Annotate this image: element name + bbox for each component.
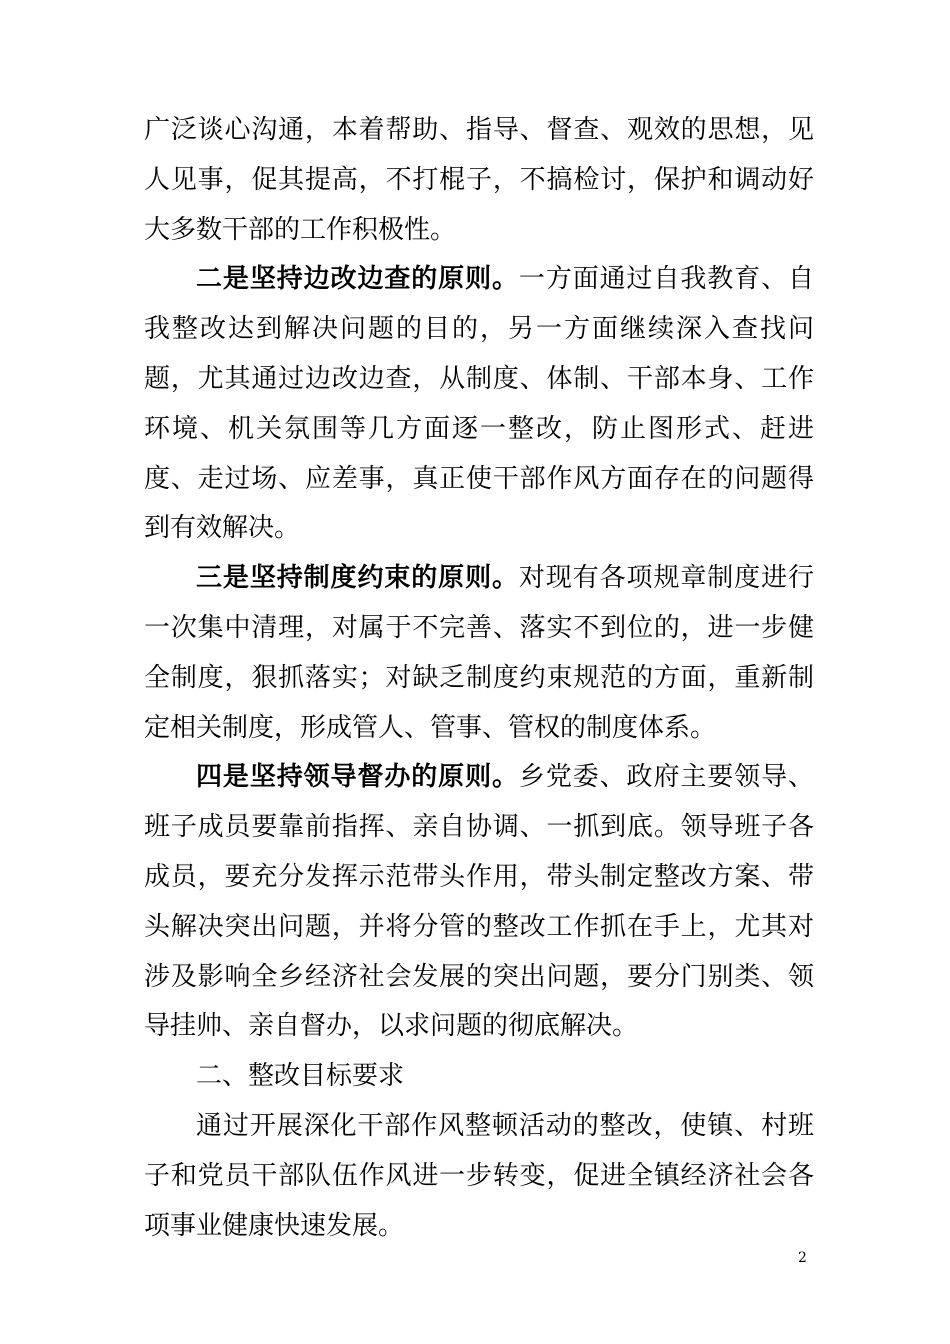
paragraph-text: 广泛谈心沟通，本着帮助、指导、督查、观效的思想，见人见事，促其提高，不打棍子，不搞检讨，保护和调动好大多数干部的工作积极性。 xyxy=(144,115,814,245)
paragraph-principle-3 xyxy=(144,554,814,753)
paragraph-principle-2 xyxy=(144,255,814,554)
paragraph-continuation xyxy=(144,106,814,255)
section-heading-text: 二、整改目标要求 xyxy=(196,1061,405,1092)
paragraph-goals xyxy=(144,1102,814,1251)
paragraph-text: 一方面通过自我教育、自我整改达到解决问题的目的，另一方面继续深入查找问题，尤其通过边改边查，从制度、体制、干部本身、工作环境、机关氛围等几方面逐一整改，防止图形式、赶进度、走过场、应差事，真正使干部作风方面存在的问题得到有效解决。 xyxy=(144,264,814,544)
paragraph-lead-bold: 三是坚持制度约束的原则。 xyxy=(196,563,519,594)
paragraph-text: 通过开展深化干部作风整顿活动的整改，使镇、村班子和党员干部队伍作风进一步转变，促进全镇经济社会各项事业健康快速发展。 xyxy=(144,1110,814,1241)
paragraph-lead-bold: 四是坚持领导督办的原则。 xyxy=(196,762,519,793)
paragraph-text: 对现有各项规章制度进行一次集中清理，对属于不完善、落实不到位的，进一步健全制度，狠抓落实；对缺乏制度约束规范的方面，重新制定相关制度，形成管人、管事、管权的制度体系。 xyxy=(144,563,814,743)
paragraph-text: 乡党委、政府主要领导、班子成员要靠前指挥、亲自协调、一抓到底。领导班子各成员，要充分发挥示范带头作用，带头制定整改方案、带头解决突出问题，并将分管的整改工作抓在手上，尤其对涉及影响全乡经济社会发展的突出问题，要分门别类、领导挂帅、亲自督办，以求问题的彻底解决。 xyxy=(144,762,814,1042)
paragraph-lead-bold: 二是坚持边改边查的原则。 xyxy=(196,264,519,295)
page-number: 2 xyxy=(798,1250,807,1266)
paragraph-principle-4 xyxy=(144,753,814,1052)
section-heading xyxy=(144,1052,814,1102)
document-body xyxy=(144,106,814,1251)
